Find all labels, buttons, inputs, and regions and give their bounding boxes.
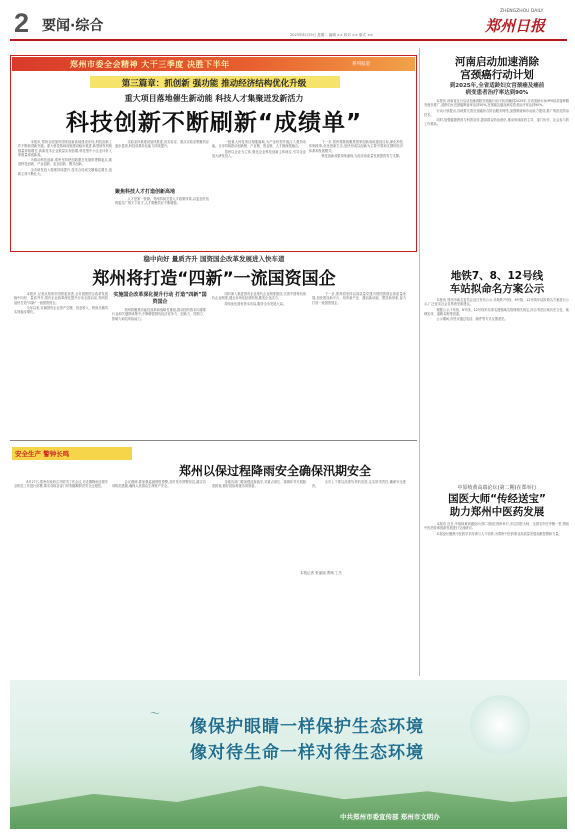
ad-sponsor: 中共郑州市委宣传部 郑州市文明办 [340,813,440,821]
feature-body-column: 一批重大科技项目相继落地,为产业转型升级注入强劲动能。全市持续推动创新链、产业链、资金链、人才链深度融合。 郑州以企业为主体,强化企业科技创新主体地位,引导企业加大研发投入。 [212,140,306,158]
article-2-subhead: 实施国企改革深化提升行动 打造“四新”国资国企 [113,292,207,305]
title-line: 宫颈癌行动计划 [460,69,534,81]
article-3-body-column: 会议强调,要加强监测预报预警,及时发布预警信息,落实各项防范措施,确保人民群众生命财产安全。 [112,480,206,489]
right-article-1-subtitle [422,83,572,97]
feature-subhead: 聚焦科技人才打造创新高地 [115,189,176,195]
safety-banner-text: 安全生产 警钟长鸣 [15,450,70,458]
section-title: 要闻·综合 [42,18,104,34]
feature-banner-text: 郑州市委全会精神 大干三季度 决胜下半年 [70,60,230,69]
article-3-body-column: 各级各部门要加强巡查值守,对重点部位、薄弱环节开展隐患排查,做好抢险救援各项准备。 [212,480,306,489]
section-divider [10,440,417,441]
article-2-body-column: 下一步,郑州将坚持以高质量党建引领国资国企高质量发展,加快建设新平台、培育新产业、激活新动能、塑造新形象,奋力打造一流国资国企。 [312,292,406,305]
feature-body-column: 人才是第一资源。郑州持续完善人才政策体系,以更加开放的姿态广纳天下英才,人才集聚效应不断增强。 [115,197,209,206]
title-line: 河南启动加速消除 [455,56,539,68]
brand-en: ZHENGZHOU DAILY [500,9,544,14]
feature-body-column: 本报讯 郑州全面加快国家创新高地建设步伐,科技创新工作不断取得新突破。重大科技基础设施建设稳步推进,新型研发机构数量持续增长,高新技术企业数量实现倍增,科技型中小企业评价入库数量再创新高。 为推动科技创新,郑州坚持把创新摆在发展的逻辑起点,推进科技创新、产业创新、业态创新、模式创新。 全市研发投入强度持续提升,技术合同成交额稳定增长,创新主体不断壮大。 [18,140,112,177]
bird-icon: 〜 [150,709,160,720]
ad-slogan-line-2: 像对待生命一样对待生态环境 [190,743,424,763]
header-rule [10,39,567,41]
title-line: 国医大师“传经送宝” [448,493,546,505]
feature-subtitle-1: 第三篇章：抓创新 强功能 推动经济结构优化升级 [121,79,307,89]
right-article-1-body: 本报讯 河南省近日启动加速消除宫颈癌行动计划,明确到2025年,全省适龄女孩HPV疫苗接种服务逐步推广,适龄妇女宫颈癌筛查率达到50%,宫颈癌及癌前病变患者治疗率达到90%。 行动计划提出,各地要完善宫颈癌综合防治服务网络,加强筛查和诊治能力建设,推广规范化防治技术。 同时,加强健康教育与科普宣传,提高群众防治意识,推动形成政府主导、部门协作、社会参与的工作格局。 [424,99,569,127]
newspaper-logo: 郑州日报 [485,17,546,35]
title-line: 助力郑州中医药发展 [449,506,545,518]
article-3-signature: 本报记者 张丽丽 贾萌 丁杰 [300,571,342,575]
right-article-1-title [422,56,572,82]
article-3-body-column: 全市上下要以高度负责的态度,压实防汛责任,确保安全度汛。 [312,480,406,489]
feature-subtitle-2: 重大项目落地催生新动能 科技人才集聚迸发新活力 [124,94,304,103]
article-2-body-column: 本报讯 记者从郑州市国资委获悉,全市国资国企改革发展稳中向好、量质齐升,国有企业改革深化提升行动全面启动,郑州将加快打造“四新”一流国资国企。 今年以来,市属国有企业资产总额、营业收入、利润总额均实现稳步增长。 [14,292,108,315]
article-2-kicker: 稳中向好 量质齐升 国资国企改革发展进入快车道 [143,255,285,263]
title-line: 地铁7、8、12号线 [450,270,544,282]
subtitle-line: 到2025年,全省适龄妇女宫颈癌及癌前 [449,83,545,89]
title-line: 车站拟命名方案公示 [449,283,545,295]
feature-body-column: 下一步,郑州将继续聚焦国家创新高地建设目标,深化科技体制改革,优化创新生态,加快形成以创新为主要引领和支撑的经济体系和发展模式。 科技创新成果持续涌现,为经济高质量发展提供有力支撑。 [309,140,403,158]
article-2-body-column: 郑州将聚焦功能性改革和战略性重组,推动国有资本向重要行业和关键领域集中,不断增强国有经济竞争力、创新力、控制力、影响力和抗风险能力。 [112,308,206,321]
column-divider [419,48,420,676]
sun-graphic [470,695,530,755]
feature-headline: 科技创新不断刷新“成绩单” [65,110,363,136]
subtitle-line: 病变患者治疗率达到90% [465,90,529,96]
right-article-3-body: 本报讯 近日,中原岐黄高端论坛(第二期)在郑州举行,多位国医大师、全国名中医齐聚一堂,围绕中医药传承创新发展进行交流研讨。 本届论坛聚焦中医药学术传承与人才培养,为郑州中医药事业高质量发展贡献智慧和力量。 [424,522,569,536]
article-3-headline: 郑州以保过程降雨安全确保汛期安全 [178,464,371,478]
right-article-3-title [422,493,572,519]
right-article-3-kicker: 中原岐黄高端论坛(第二期)在郑举行 [457,485,537,491]
article-3-body-column: 8月27日,郑州市政府召开防汛工作会议,对近期降雨过程安全防范工作进行部署,要求各地各部门时刻绷紧防汛安全这根弦。 [14,480,108,489]
page-number: 2 [14,8,30,38]
right-article-2-body: 本报讯 郑州市地名委员会近日发布公示,对地铁7号线、8号线、12号线车站拟命名方案进行公示,广泛征求社会各界意见和建议。 根据公示,7号线、8号线、12号线车站命名遵循地名管理相关规定,综合考虑区域历史文化、地理实体、道路名称等因素。 公示期间,市民可通过电话、邮件等方式反馈意见。 [424,298,569,322]
article-2-headline: 郑州将打造“四新”一流国资国企 [92,269,336,289]
date-line: 2023年8月29日 星期二 编辑 ×× 校对 ×× 版式 ×× [290,33,373,37]
feature-banner-tag: 系列报道 [352,62,370,67]
article-2-body-column: 同时深入推进国有企业现代企业制度建设,完善中国特色现代企业制度,健全市场化经营机制,激发企业活力。 持续优化国有资本布局,服务全市发展大局。 [212,292,306,306]
feature-body-column: 实验室体系建设加快推进,省实验室、重点实验室集聚效应逐步显现,科技成果转化能力持续提升。 [115,140,209,149]
right-article-2-title [422,270,572,296]
ad-slogan-line-1: 像保护眼睛一样保护生态环境 [190,717,424,737]
